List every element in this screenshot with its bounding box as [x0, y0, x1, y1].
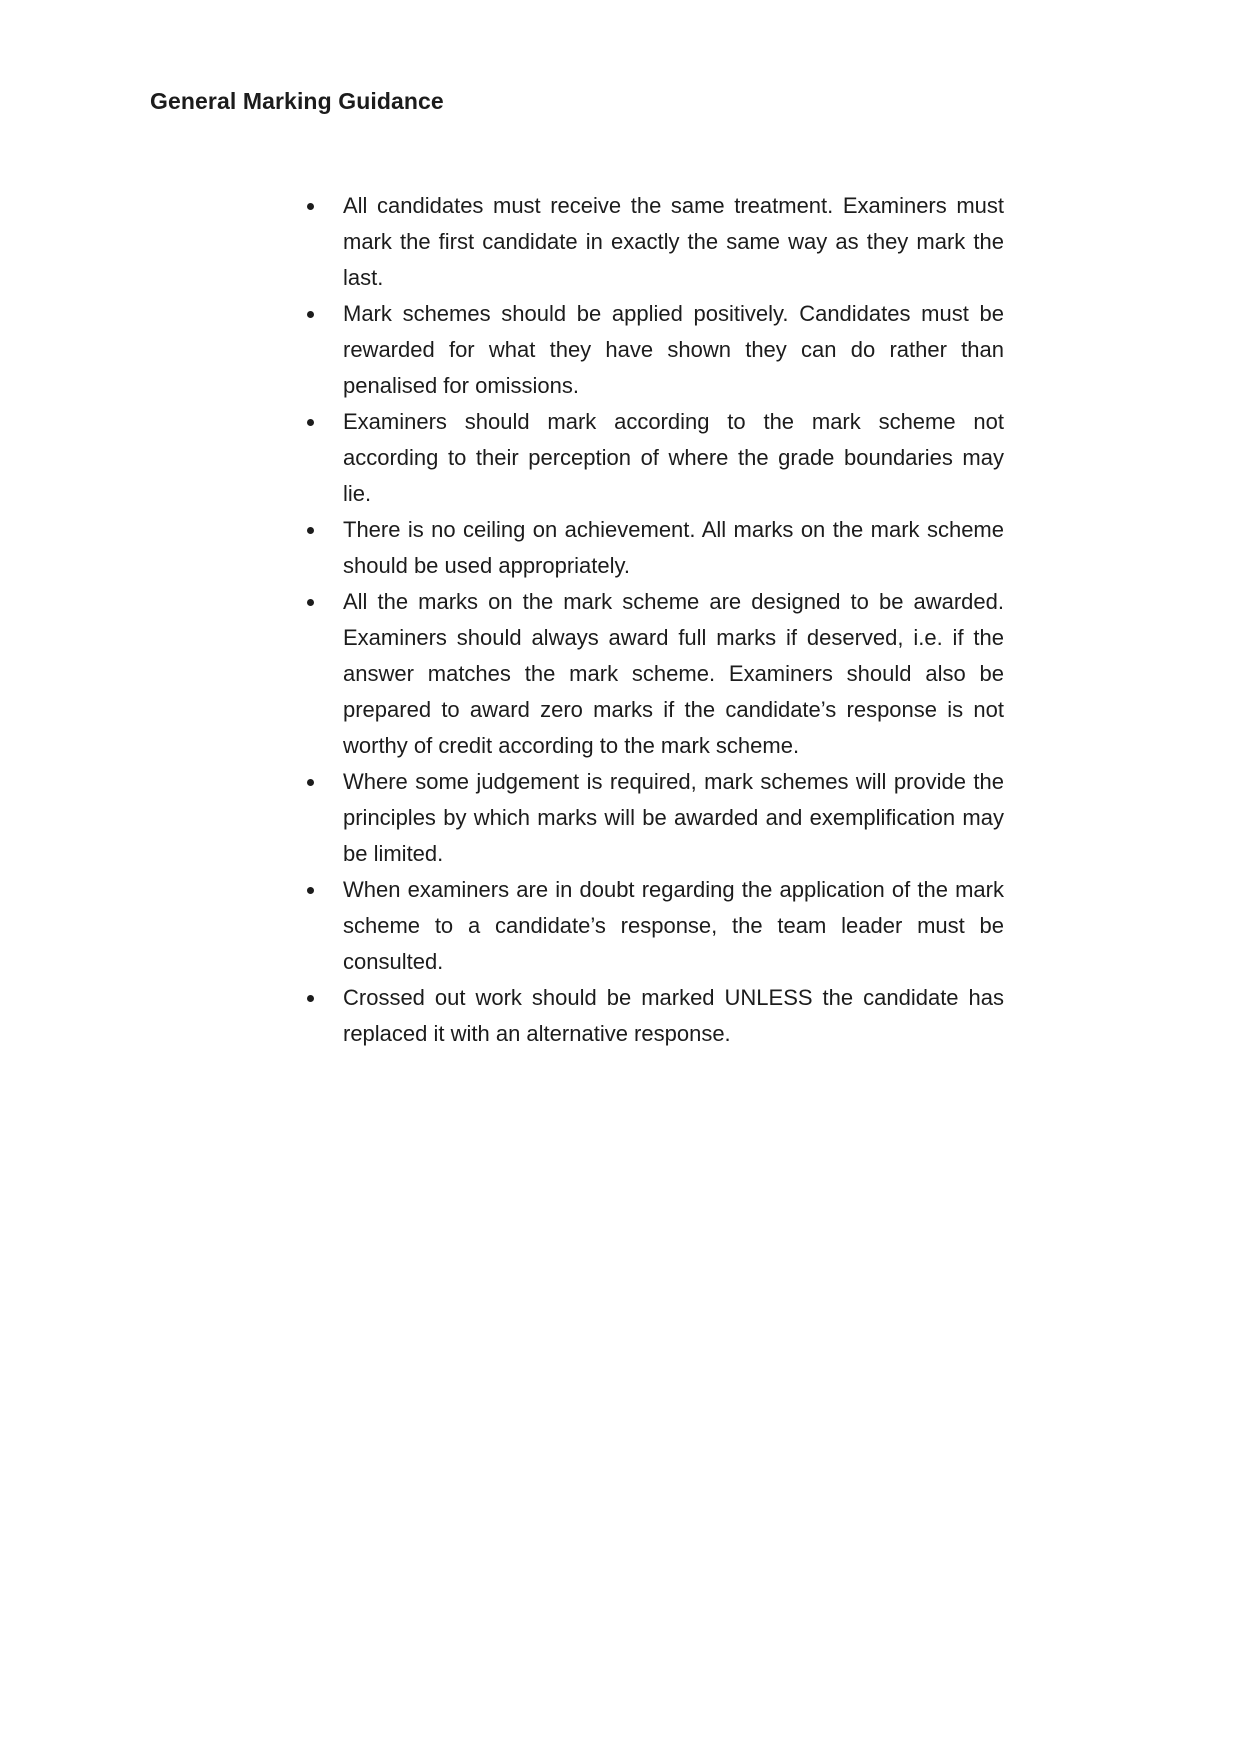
bullet-icon [307, 419, 314, 426]
list-item-text: All the marks on the mark scheme are designed to be awarded. Examiners should always award full marks if deserved, i.e. if the answer matches the mark scheme. Examiners should also be prepared to award zero marks if the candidate’s response is not worthy of credit according to the mark scheme. [343, 589, 1004, 758]
guidance-list [304, 188, 1004, 1052]
page-title: General Marking Guidance [150, 88, 444, 114]
bullet-icon [307, 527, 314, 534]
list-item-text: Where some judgement is required, mark schemes will provide the principles by which marks will be awarded and exemplification may be limited. [343, 769, 1004, 866]
bullet-icon [307, 887, 314, 894]
list-item [304, 764, 1004, 872]
list-item [304, 872, 1004, 980]
bullet-icon [307, 779, 314, 786]
list-item-text: Mark schemes should be applied positively. Candidates must be rewarded for what they have shown they can do rather than penalised for omissions. [343, 301, 1004, 398]
list-item [304, 584, 1004, 764]
list-item-text: When examiners are in doubt regarding the application of the mark scheme to a candidate’s response, the team leader must be consulted. [343, 877, 1004, 974]
list-item-text: There is no ceiling on achievement. All marks on the mark scheme should be used appropriately. [343, 517, 1004, 578]
list-item-text: All candidates must receive the same treatment. Examiners must mark the first candidate in exactly the same way as they mark the last. [343, 193, 1004, 290]
list-item [304, 404, 1004, 512]
bullet-icon [307, 599, 314, 606]
list-item [304, 512, 1004, 584]
list-item-text: Examiners should mark according to the mark scheme not according to their perception of where the grade boundaries may lie. [343, 409, 1004, 506]
list-item [304, 188, 1004, 296]
bullet-icon [307, 203, 314, 210]
bullet-icon [307, 311, 314, 318]
list-item-text: Crossed out work should be marked UNLESS the candidate has replaced it with an alternative response. [343, 985, 1004, 1046]
list-item [304, 296, 1004, 404]
list-item [304, 980, 1004, 1052]
bullet-icon [307, 995, 314, 1002]
